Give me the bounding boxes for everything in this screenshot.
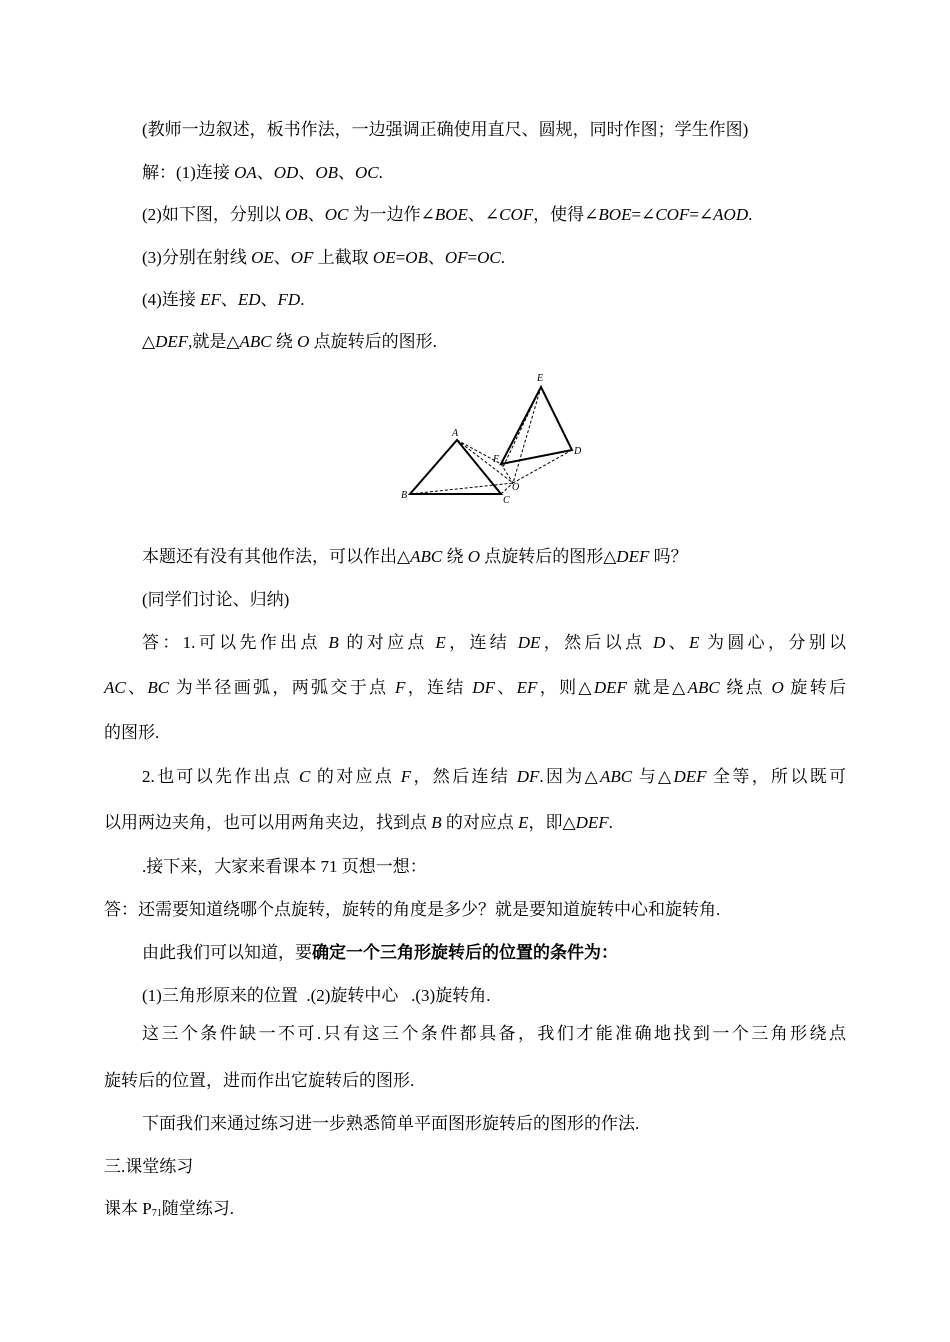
solution-step-4: (4)连接 EF、ED、FD. <box>142 290 305 309</box>
conditions-list: (1)三角形原来的位置 .(2)旋转中心 .(3)旋转角. <box>142 986 491 1005</box>
label-e: E <box>537 373 544 384</box>
triangle-def <box>501 387 572 464</box>
label-o: O <box>512 482 520 493</box>
answer-1-line-3: 的图形. <box>104 723 160 742</box>
answer-2-line-2: 以用两边夹角，也可以用两角夹边，找到点 B 的对应点 E，即△DEF. <box>104 813 613 832</box>
discussion-note: (同学们讨论、归纳) <box>142 590 290 609</box>
label-f: F <box>493 454 500 465</box>
answer-rotation-center: 答：还需要知道绕哪个点旋转，旋转的角度是多少？就是要知道旋转中心和旋转角. <box>104 900 721 919</box>
solution-step-2: (2)如下图，分别以 OB、OC 为一边作∠BOE、∠COF，使得∠BOE=∠COF=∠AOD. <box>142 205 753 224</box>
section-heading-practice: 三.课堂练习 <box>104 1157 194 1176</box>
solution-step-3: (3)分别在射线 OE、OF 上截取 OE=OB、OF=OC. <box>142 248 505 267</box>
label-a: A <box>452 428 459 439</box>
solution-step-1: 解：(1)连接 OA、OD、OB、OC. <box>142 163 383 182</box>
conditions-summary-line-1: 这三个条件缺一不可.只有这三个条件都具备，我们才能准确地找到一个三角形绕点 <box>142 1024 846 1043</box>
solution-conclusion: △DEF,就是△ABC 绕 O 点旋转后的图形. <box>142 332 437 351</box>
conditions-intro: 由此我们可以知道，要确定一个三角形旋转后的位置的条件为： <box>142 943 618 962</box>
label-d: D <box>574 446 582 457</box>
answer-1-line-1: 答：1.可以先作出点 B 的对应点 E，连结 DE，然后以点 D、E 为圆心，分别以 <box>142 633 847 652</box>
construction-lines <box>410 387 572 494</box>
paragraph-teacher-note: (教师一边叙述，板书作法，一边强调正确使用直尺、圆规，同时作图；学生作图) <box>142 120 749 139</box>
label-c: C <box>503 495 510 506</box>
answer-2-line-1: 2.也可以先作出点 C 的对应点 F，然后连结 DF.因为△ABC 与△DEF 全等，所以既可 <box>142 767 847 786</box>
practice-reference: 课本 $P_{71}$随堂练习. <box>104 1199 234 1219</box>
rotation-figure <box>395 365 595 510</box>
practice-intro: 下面我们来通过练习进一步熟悉简单平面图形旋转后的图形的作法. <box>142 1114 640 1133</box>
question-other-methods: 本题还有没有其他作法，可以作出△ABC 绕 O 点旋转后的图形△DEF 吗？ <box>142 547 688 566</box>
textbook-reference: .接下来，大家来看课本 71 页想一想： <box>142 857 427 876</box>
answer-1-line-2: AC、BC 为半径画弧，两弧交于点 F，连结 DF、EF，则△DEF 就是△ABC 绕点 O 旋转后 <box>104 678 847 697</box>
conditions-summary-line-2: 旋转后的位置，进而作出它旋转后的图形. <box>104 1071 415 1090</box>
label-b: B <box>401 490 408 501</box>
